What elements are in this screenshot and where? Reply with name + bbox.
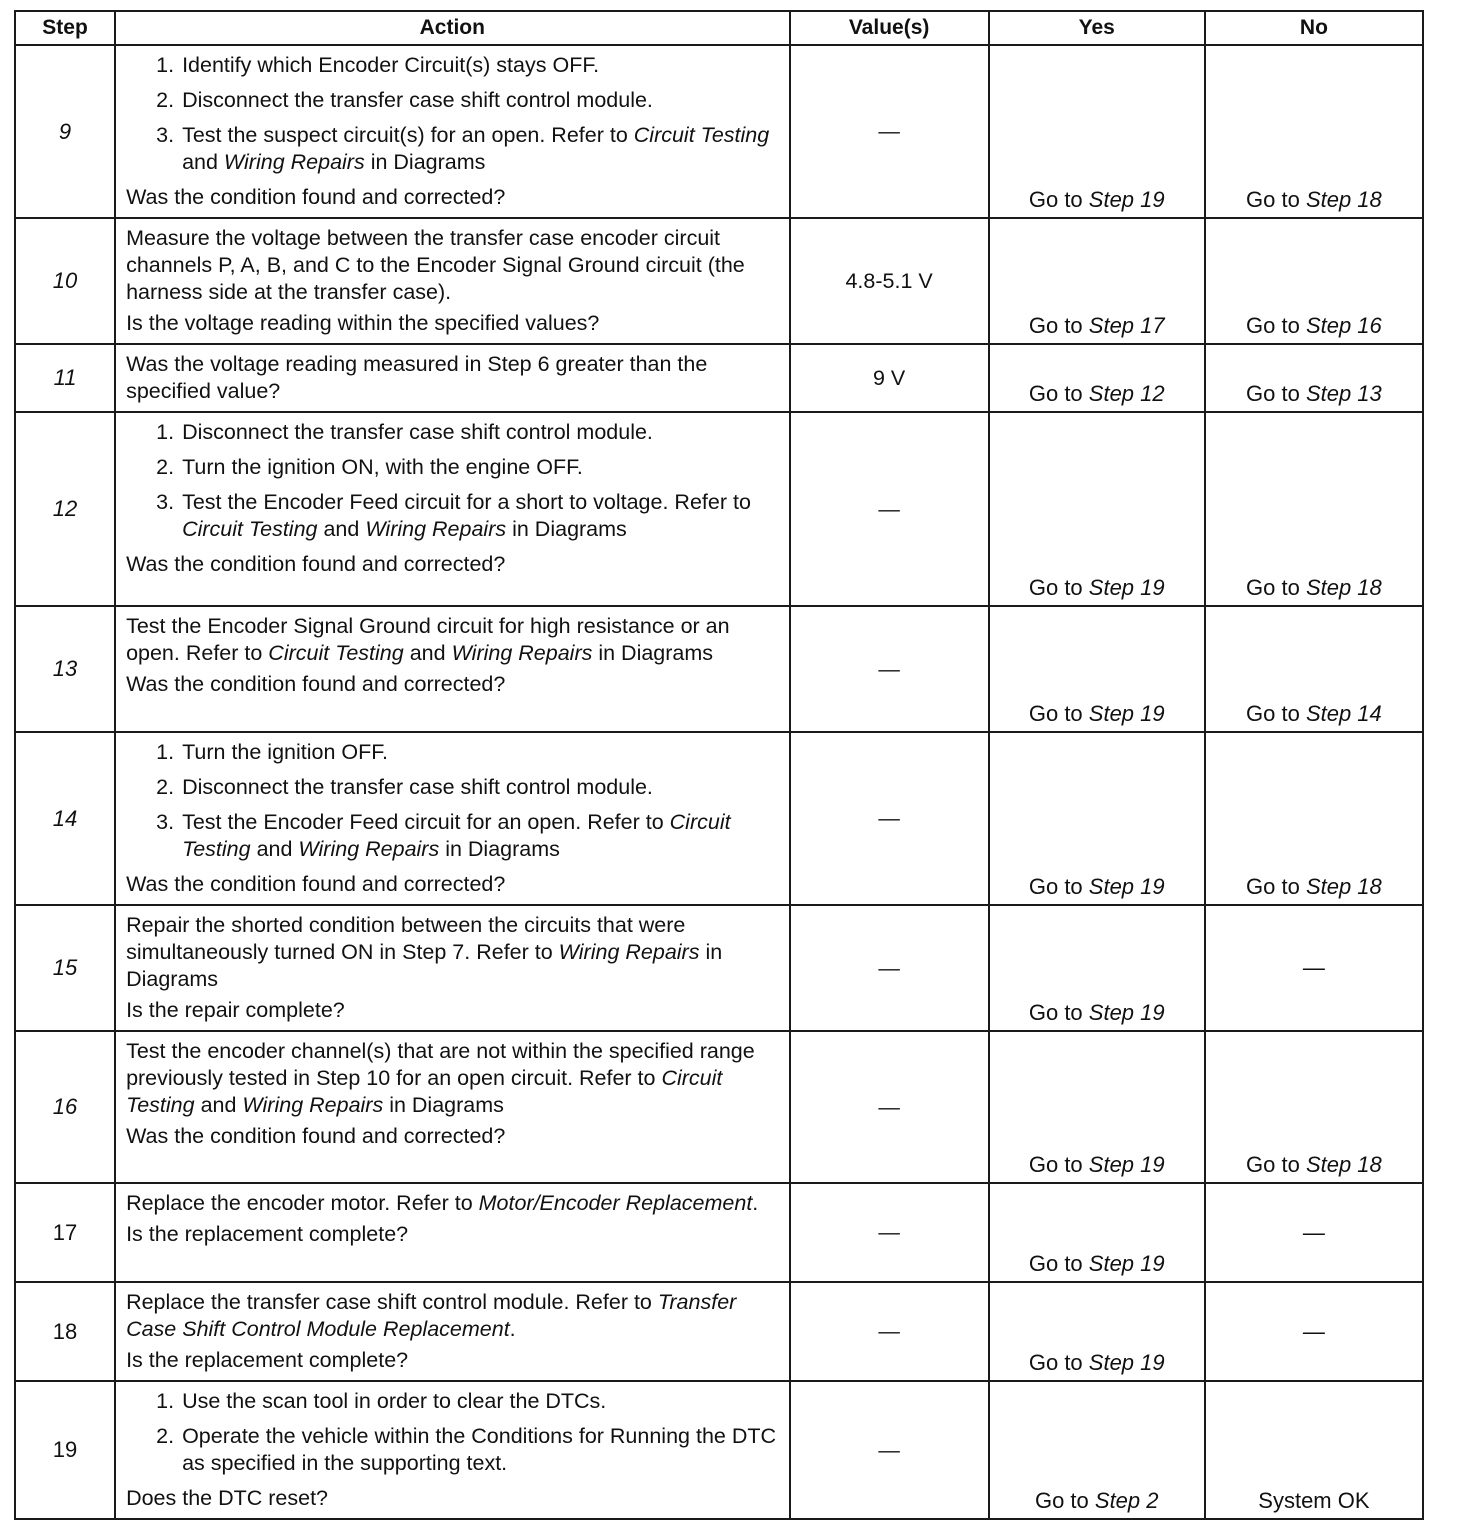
item-text: Test the Encoder Feed circuit for an open. Refer to Circuit Testing and Wiring Repairs in Diagrams — [182, 810, 731, 861]
step-number: 13 — [15, 606, 115, 732]
value-cell: — — [790, 1183, 989, 1282]
question-text: Does the DTC reset? — [126, 1486, 329, 1510]
action-list — [126, 419, 780, 543]
list-item — [126, 1423, 780, 1477]
action-text: Measure the voltage between the transfer case encoder circuit channels P, A, B, and C to the Encoder Signal Ground circuit (the harness side at the transfer case). — [126, 226, 745, 304]
item-number: 2. — [156, 1424, 175, 1448]
yes-cell: Go to Step 12 — [989, 344, 1205, 412]
action-cell — [115, 1031, 789, 1183]
action-list — [126, 739, 780, 863]
step-number: 10 — [15, 218, 115, 344]
table-row — [15, 45, 1423, 218]
action-cell — [115, 412, 789, 606]
no-cell: Go to Step 18 — [1205, 412, 1423, 606]
no-cell: System OK — [1205, 1381, 1423, 1519]
yes-cell: Go to Step 19 — [989, 1031, 1205, 1183]
item-text: Turn the ignition OFF. — [182, 740, 388, 764]
item-number: 1. — [156, 420, 175, 444]
list-item — [126, 454, 780, 481]
action-text: Was the voltage reading measured in Step 6 greater than the specified value? — [126, 352, 708, 403]
value-cell: 9 V — [790, 344, 989, 412]
action-list — [126, 52, 780, 176]
list-item — [126, 489, 780, 543]
yes-cell: Go to Step 19 — [989, 412, 1205, 606]
no-cell: Go to Step 18 — [1205, 45, 1423, 218]
action-cell — [115, 1381, 789, 1519]
table-row — [15, 606, 1423, 732]
question-text: Was the condition found and corrected? — [126, 1124, 506, 1148]
table-row — [15, 1183, 1423, 1282]
list-item — [126, 739, 780, 766]
no-cell: Go to Step 16 — [1205, 218, 1423, 344]
value-cell: — — [790, 606, 989, 732]
item-number: 2. — [156, 455, 175, 479]
list-item — [126, 419, 780, 446]
list-item — [126, 1388, 780, 1415]
value-cell: — — [790, 1031, 989, 1183]
item-number: 1. — [156, 1389, 175, 1413]
action-text: Replace the encoder motor. Refer to Motor/Encoder Replacement. — [126, 1191, 759, 1215]
no-cell: — — [1205, 1282, 1423, 1381]
no-cell: Go to Step 14 — [1205, 606, 1423, 732]
item-number: 2. — [156, 88, 175, 112]
item-number: 2. — [156, 775, 175, 799]
table-row — [15, 412, 1423, 606]
question-text: Was the condition found and corrected? — [126, 552, 506, 576]
yes-cell: Go to Step 19 — [989, 1282, 1205, 1381]
table-row — [15, 732, 1423, 905]
yes-cell: Go to Step 2 — [989, 1381, 1205, 1519]
item-number: 1. — [156, 740, 175, 764]
table-row — [15, 1282, 1423, 1381]
action-cell — [115, 344, 789, 412]
header-no: No — [1205, 11, 1423, 45]
step-number: 16 — [15, 1031, 115, 1183]
header-row — [15, 11, 1423, 45]
step-number: 18 — [15, 1282, 115, 1381]
step-number: 15 — [15, 905, 115, 1031]
item-text: Test the Encoder Feed circuit for a short to voltage. Refer to Circuit Testing and Wiring Repairs in Diagrams — [182, 490, 751, 541]
list-item — [126, 809, 780, 863]
question-text: Was the condition found and corrected? — [126, 672, 506, 696]
no-cell: — — [1205, 905, 1423, 1031]
item-number: 3. — [156, 490, 175, 514]
action-cell — [115, 218, 789, 344]
question-text: Is the replacement complete? — [126, 1222, 409, 1246]
diagnostic-table — [14, 10, 1424, 1520]
item-text: Use the scan tool in order to clear the DTCs. — [182, 1389, 607, 1413]
step-number: 17 — [15, 1183, 115, 1282]
table-row — [15, 1031, 1423, 1183]
no-cell: — — [1205, 1183, 1423, 1282]
value-cell: — — [790, 1282, 989, 1381]
step-number: 12 — [15, 412, 115, 606]
action-cell — [115, 1183, 789, 1282]
question-text: Was the condition found and corrected? — [126, 872, 506, 896]
no-cell: Go to Step 18 — [1205, 732, 1423, 905]
action-list — [126, 1388, 780, 1477]
table-row — [15, 1381, 1423, 1519]
yes-cell: Go to Step 19 — [989, 1183, 1205, 1282]
item-text: Operate the vehicle within the Conditions for Running the DTC as specified in the supporting text. — [182, 1424, 777, 1475]
action-text: Test the encoder channel(s) that are not within the specified range previously tested in Step 10 for an open circuit. Refer to Circuit Testing and Wiring Repairs in Diagrams — [126, 1039, 755, 1117]
yes-cell: Go to Step 17 — [989, 218, 1205, 344]
item-text: Disconnect the transfer case shift control module. — [182, 420, 653, 444]
no-cell: Go to Step 13 — [1205, 344, 1423, 412]
list-item — [126, 52, 780, 79]
action-cell — [115, 732, 789, 905]
step-number: 11 — [15, 344, 115, 412]
action-cell — [115, 1282, 789, 1381]
action-cell — [115, 606, 789, 732]
header-action: Action — [115, 11, 789, 45]
question-text: Is the repair complete? — [126, 998, 345, 1022]
item-text: Disconnect the transfer case shift control module. — [182, 88, 653, 112]
value-cell: — — [790, 905, 989, 1031]
table-row — [15, 905, 1423, 1031]
item-text: Disconnect the transfer case shift control module. — [182, 775, 653, 799]
yes-cell: Go to Step 19 — [989, 905, 1205, 1031]
item-text: Identify which Encoder Circuit(s) stays OFF. — [182, 53, 600, 77]
value-cell: — — [790, 1381, 989, 1519]
value-cell: — — [790, 412, 989, 606]
step-number: 14 — [15, 732, 115, 905]
item-text: Test the suspect circuit(s) for an open. Refer to Circuit Testing and Wiring Repairs in Diagrams — [182, 123, 770, 174]
yes-cell: Go to Step 19 — [989, 732, 1205, 905]
action-cell — [115, 905, 789, 1031]
list-item — [126, 87, 780, 114]
item-text: Turn the ignition ON, with the engine OFF. — [182, 455, 583, 479]
question-text: Is the replacement complete? — [126, 1348, 409, 1372]
step-number: 9 — [15, 45, 115, 218]
action-text: Repair the shorted condition between the circuits that were simultaneously turned ON in Step 7. Refer to Wiring Repairs in Diagrams — [126, 913, 723, 991]
header-step: Step — [15, 11, 115, 45]
value-cell: — — [790, 45, 989, 218]
action-cell — [115, 45, 789, 218]
header-values: Value(s) — [790, 11, 989, 45]
list-item — [126, 122, 780, 176]
question-text: Is the voltage reading within the specified values? — [126, 311, 600, 335]
value-cell: 4.8-5.1 V — [790, 218, 989, 344]
yes-cell: Go to Step 19 — [989, 606, 1205, 732]
yes-cell: Go to Step 19 — [989, 45, 1205, 218]
step-number: 19 — [15, 1381, 115, 1519]
action-text: Replace the transfer case shift control module. Refer to Transfer Case Shift Control Module Replacement. — [126, 1290, 737, 1341]
value-cell: — — [790, 732, 989, 905]
item-number: 3. — [156, 123, 175, 147]
item-number: 3. — [156, 810, 175, 834]
action-text: Test the Encoder Signal Ground circuit for high resistance or an open. Refer to Circuit Testing and Wiring Repairs in Diagrams — [126, 614, 730, 665]
table-row — [15, 344, 1423, 412]
table-row — [15, 218, 1423, 344]
question-text: Was the condition found and corrected? — [126, 185, 506, 209]
item-number: 1. — [156, 53, 175, 77]
no-cell: Go to Step 18 — [1205, 1031, 1423, 1183]
list-item — [126, 774, 780, 801]
header-yes: Yes — [989, 11, 1205, 45]
